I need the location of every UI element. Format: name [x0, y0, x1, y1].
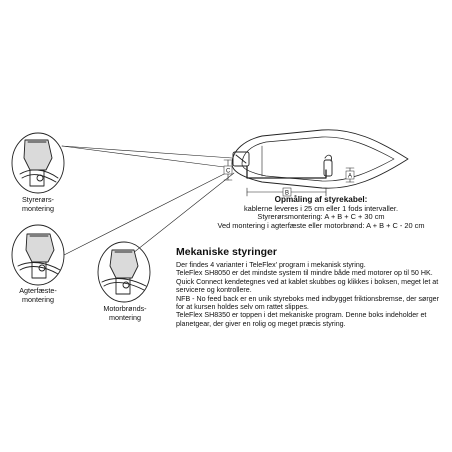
steering-tube-mount-label: Styrerørs- montering [22, 195, 54, 213]
measurement-formula-steering: Styrerørsmontering: A + B + C + 30 cm [257, 212, 385, 222]
boat-engine [324, 155, 332, 176]
rear-mount-label: Agterfæste- montering [19, 286, 57, 304]
measurement-title: Opmåling af styrekabel: [274, 195, 368, 204]
motorwell-mount-label: Motorbrønds- montering [103, 304, 147, 322]
steering-cable-path [247, 166, 326, 178]
dimension-a-label: A [348, 173, 353, 180]
rear-mount-illustration [12, 225, 64, 285]
mechanical-steering-section [176, 246, 448, 328]
cable-measurement-block [196, 196, 446, 230]
boat-hull-outline [232, 130, 408, 188]
helm-box [233, 152, 249, 166]
dimension-c-label: C [226, 168, 231, 175]
dimension-b-label: B [285, 190, 290, 197]
steering-tube-mount-illustration [12, 133, 64, 193]
measurement-interval-note: kablerne leveres i 25 cm eller 1 fods intervaller. [243, 203, 399, 213]
measurement-formula-rear: Ved montering i agterfæste eller motorbrønd: A + B + C - 20 cm [217, 220, 425, 230]
section-title: Mekaniske styringer [176, 246, 277, 258]
section-body: Der findes 4 varianter i TeleFlex' program i mekanisk styring. TeleFlex SH8050 er det mindste system til mindre både med motorer op til 50 HK. Quick Connect kendetegnes ved at kablet skubbes og klikkes i boksen, meget let at servicere og kontrollere. NFB - No feed back er en unik styreboks med indbygget friktionsbremse, der sørger for at kursen holdes selv om rattet slippes. TeleFlex SH8350 er toppen i det mekaniske program. Denne boks indeholder et planetgear, der giver en rolig og meget præcis styring. [176, 261, 439, 328]
motorwell-mount-illustration [98, 242, 150, 302]
